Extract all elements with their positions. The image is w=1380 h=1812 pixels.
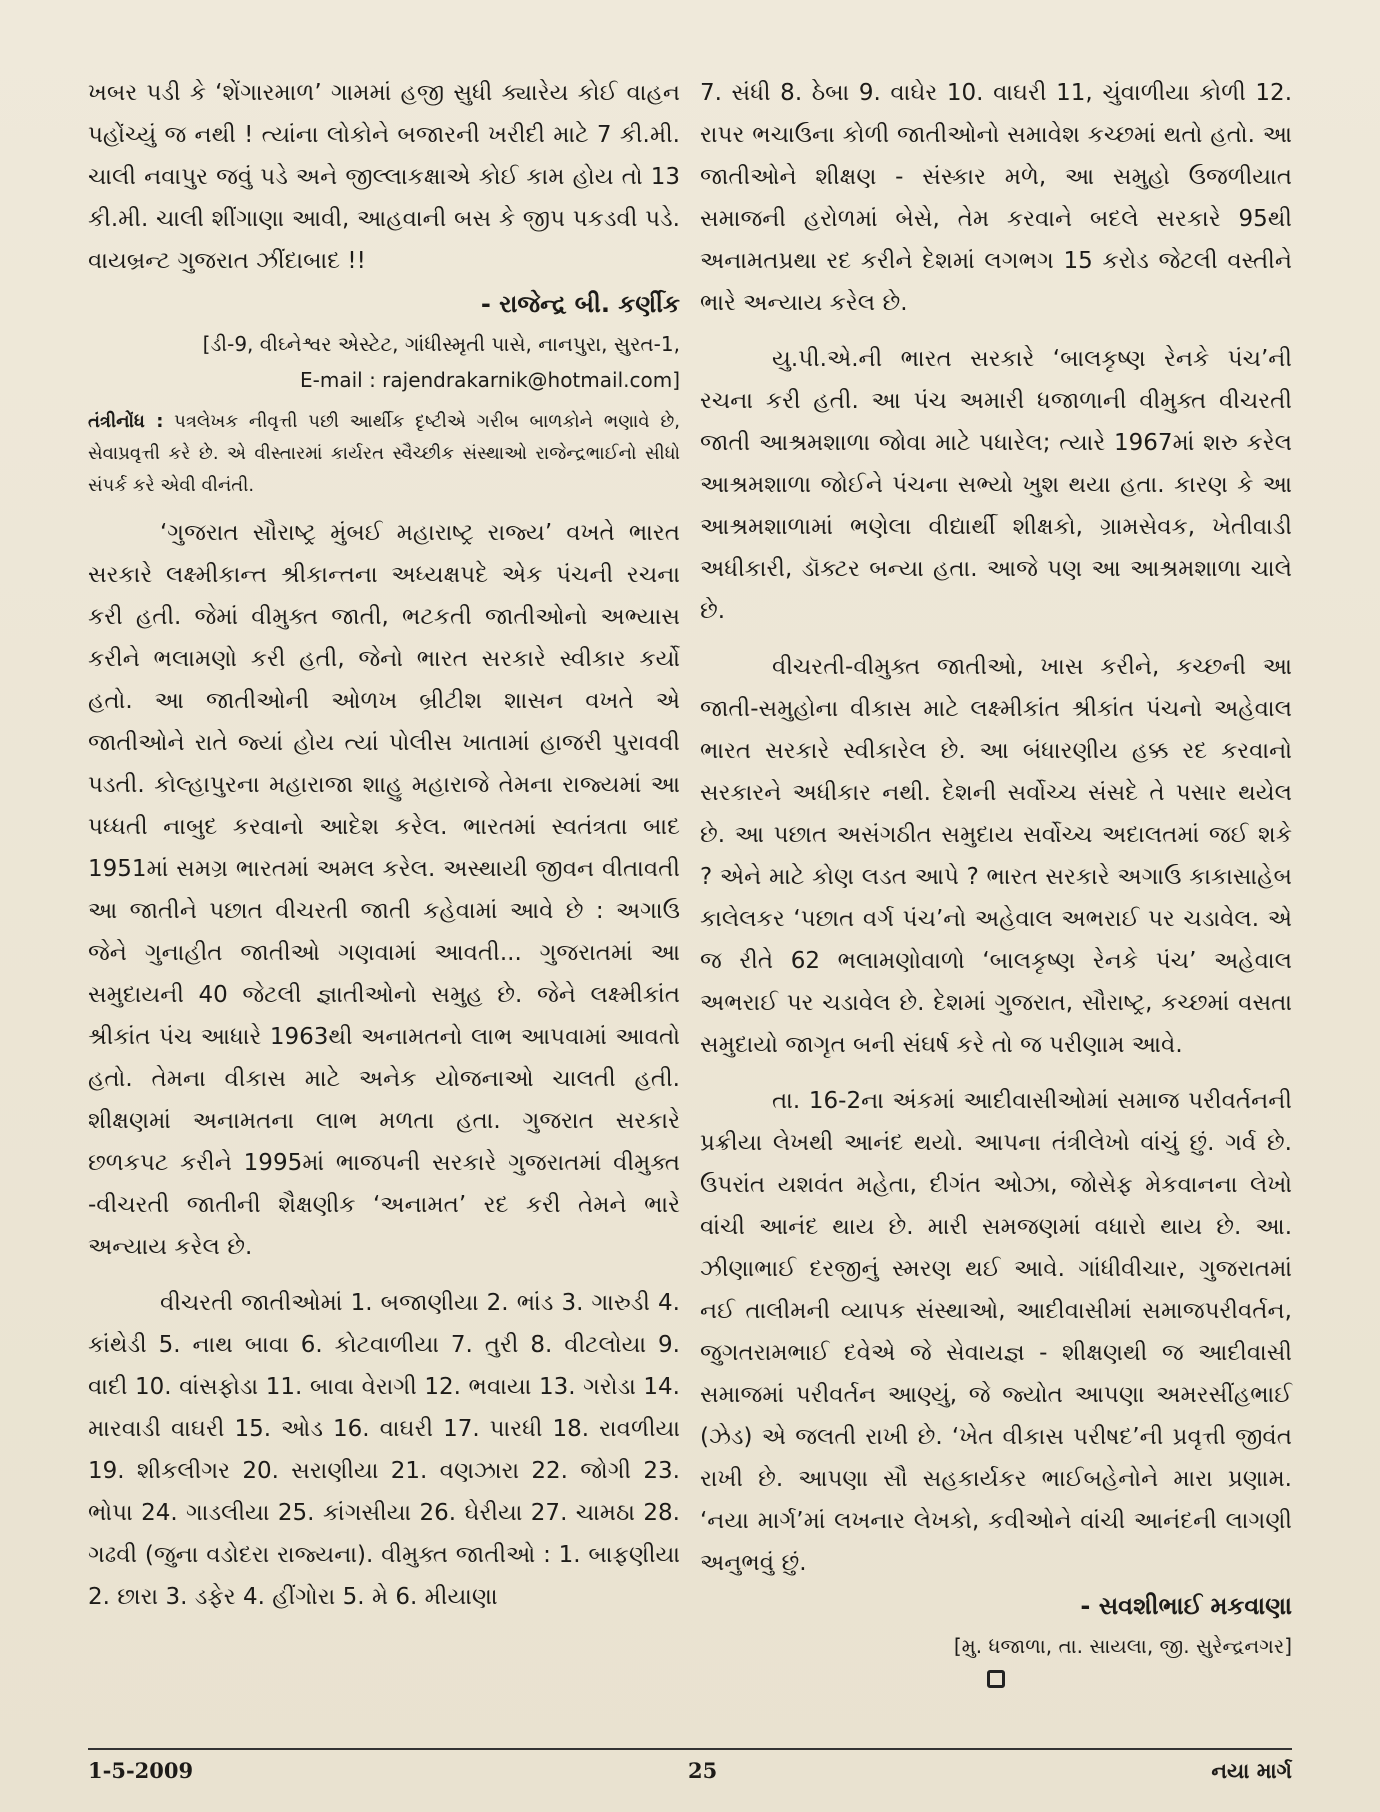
editor-note-text: પત્રલેખક નીવૃત્તી પછી આર્થીક દૃષ્ટીએ ગરીબ બાળકોને ભણાવે છે, સેવાપ્રવૃત્તી કરે છે. એ વીસ્તારમાં કાર્યરત સ્વૈચ્છીક સંસ્થાઓ રાજેન્દ્રભાઈનો સીધો સંપર્ક કરે એવી વીનંતી. [88, 411, 680, 496]
letter2-paragraph-2: વીચરતી જાતીઓમાં 1. બજાણીયા 2. ભાંડ 3. ગારુડી 4. કાંથેડી 5. નાથ બાવા 6. કોટવાળીયા 7. તુરી 8. વીટલોયા 9. વાદી 10. વાંસફોડા 11. બાવા વેરાગી 12. ભવાયા 13. ગરોડા 14. મારવાડી વાઘરી 15. ઓડ 16. વાઘરી 17. પારધી 18. રાવળીયા 19. શીકલીગર 20. સરાણીયા 21. વણઝારા 22. જોગી 23. ભોપા 24. ગાડલીયા 25. કાંગસીયા 26. ઘેરીયા 27. ચામઠા 28. ગઢવી (જુના વડોદરા રાજ્યના). વીમુક્ત જાતીઓ : 1. બાફણીયા 2. છારા 3. ડફેર 4. હીંગોરા 5. મે 6. મીયાણા [88, 1290, 680, 1610]
editor-note-label: તંત્રીનોંધ : [88, 411, 164, 432]
end-mark-icon [987, 1670, 1005, 1688]
letter2-paragraph-6: તા. 16-2ના અંકમાં આદીવાસીઓમાં સમાજ પરીવર્તનની પ્રક્રીયા લેખથી આનંદ થયો. આપના તંત્રીલેખો વાંચું છું. ગર્વ છે. ઉપરાંત યશવંત મહેતા, દીગંત ઓઝા, જોસેફ મેકવાનના લેખો વાંચી આનંદ થાય છે. મારી સમજણમાં વધારો થાય છે. આ. ઝીણાભાઈ દરજીનું સ્મરણ થઈ આવે. ગાંધીવીચાર, ગુજરાતમાં નઈ તાલીમની વ્યાપક સંસ્થાઓ, આદીવાસીમાં સમાજપરીવર્તન, જુગતરામભાઈ દવેએ જે સેવાયજ્ઞ - શીક્ષણથી જ આદીવાસી સમાજમાં પરીવર્તન આણ્યું, જે જ્યોત આપણા અમરસીંહભાઈ (ઝેડ) એ જલતી રાખી છે. ‘ખેત વીકાસ પરીષદ’ની પ્રવૃત્તી જીવંત રાખી છે. આપણા સૌ સહકાર્યકર ભાઈબહેનોને મારા પ્રણામ. ‘નયા માર્ગ’માં લખનાર લેખકો, કવીઓને વાંચી આનંદની લાગણી અનુભવું છું. [700, 1088, 1292, 1576]
right-column [700, 72, 1292, 1688]
letter2-signature: - સવશીભાઈ મકવાણા [1080, 1592, 1292, 1620]
magazine-name: નયા માર્ગ [1211, 1758, 1292, 1783]
letter2-address: [મુ. ધજાળા, તા. સાયલા, જી. સુરેન્દ્રનગર] [953, 1634, 1292, 1658]
letter1-signature: - રાજેન્દ્ર બી. કર્ણીક [480, 290, 680, 318]
letter1-closing-paragraph: ખબર પડી કે ‘શેંગારમાળ’ ગામમાં હજી સુધી ક્યારેય કોઈ વાહન પહોંચ્યું જ નથી ! ત્યાંના લોકોને બજારની ખરીદી માટે 7 કી.મી. ચાલી નવાપુર જવું પડે અને જીલ્લાકક્ષાએ કોઈ કામ હોય તો 13 કી.મી. ચાલી શીંગાણા આવી, આહવાની બસ કે જીપ પકડવી પડે. વાયબ્રન્ટ ગુજરાત ઝીંદાબાદ !! [88, 80, 680, 274]
page-footer [88, 1748, 1292, 1790]
letter2-paragraph-1: ‘ગુજરાત સૌરાષ્ટ્ર મુંબઈ મહારાષ્ટ્ર રાજ્ય’ વખતે ભારત સરકારે લક્ષ્મીકાન્ત શ્રીકાન્તના અધ્યક્ષપદે એક પંચની રચના કરી હતી. જેમાં વીમુક્ત જાતી, ભટકતી જાતીઓનો અભ્યાસ કરીને ભલામણો કરી હતી, જેનો ભારત સરકારે સ્વીકાર કર્યો હતો. આ જાતીઓની ઓળખ બ્રીટીશ શાસન વખતે એ જાતીઓને રાતે જ્યાં હોય ત્યાં પોલીસ ખાતામાં હાજરી પુરાવવી પડતી. કોલ્હાપુરના મહારાજા શાહુ મહારાજે તેમના રાજ્યમાં આ પધ્ધતી નાબુદ કરવાનો આદેશ કરેલ. ભારતમાં સ્વતંત્રતા બાદ 1951માં સમગ્ર ભારતમાં અમલ કરેલ. અસ્થાયી જીવન વીતાવતી આ જાતીને પછાત વીચરતી જાતી કહેવામાં આવે છે : અગાઉ જેને ગુનાહીત જાતીઓ ગણવામાં આવતી... ગુજરાતમાં આ સમુદાયની 40 જેટલી જ્ઞાતીઓનો સમુહ છે. જેને લક્ષ્મીકાંત શ્રીકાંત પંચ આધારે 1963થી અનામતનો લાભ આપવામાં આવતો હતો. તેમના વીકાસ માટે અનેક યોજનાઓ ચાલતી હતી. શીક્ષણમાં અનામતના લાભ મળતા હતા. ગુજરાત સરકારે છળકપટ કરીને 1995માં ભાજપની સરકારે ગુજરાતમાં વીમુક્ત -વીચરતી જાતીની શૈક્ષણીક ‘અનામત’ રદ કરી તેમને ભારે અન્યાય કરેલ છે. [88, 520, 680, 1260]
left-column [88, 72, 680, 1618]
letter2-paragraph-4: યુ.પી.એ.ની ભારત સરકારે ‘બાલકૃષ્ણ રેનકે પંચ’ની રચના કરી હતી. આ પંચ અમારી ધજાળાની વીમુક્ત વીચરતી જાતી આશ્રમશાળા જોવા માટે પધારેલ; ત્યારે 1967માં શરુ કરેલ આશ્રમશાળા જોઈને પંચના સભ્યો ખુશ થયા હતા. કારણ કે આ આશ્રમશાળામાં ભણેલા વીદ્યાર્થી શીક્ષકો, ગ્રામસેવક, ખેતીવાડી અધીકારી, ડૉક્ટર બન્યા હતા. આજે પણ આ આશ્રમશાળા ચાલે છે. [700, 346, 1292, 624]
issue-date: 1-5-2009 [88, 1758, 194, 1783]
letter1-address-line2: E-mail : rajendrakarnik@hotmail.com] [300, 368, 680, 392]
letter1-address-line1: [ડી-9, વીઘ્નેશ્વર એસ્ટેટ, ગાંધીસ્મૃતી પાસે, નાનપુરા, સુરત-1, [202, 332, 680, 356]
letter2-paragraph-5: વીચરતી-વીમુક્ત જાતીઓ, ખાસ કરીને, કચ્છની આ જાતી-સમુહોના વીકાસ માટે લક્ષ્મીકાંત શ્રીકાંત પંચનો અહેવાલ ભારત સરકારે સ્વીકારેલ છે. આ બંધારણીય હક્ક રદ કરવાનો સરકારને અધીકાર નથી. દેશની સર્વોચ્ચ સંસદે તે પસાર થયેલ છે. આ પછાત અસંગઠીત સમુદાય સર્વોચ્ચ અદાલતમાં જઈ શકે ? એને માટે કોણ લડત આપે ? ભારત સરકારે અગાઉ કાકાસાહેબ કાલેલકર ‘પછાત વર્ગ પંચ’નો અહેવાલ અભરાઈ પર ચડાવેલ. એ જ રીતે 62 ભલામણોવાળો ‘બાલકૃષ્ણ રેનકે પંચ’ અહેવાલ અભરાઈ પર ચડાવેલ છે. દેશમાં ગુજરાત, સૌરાષ્ટ્ર, કચ્છમાં વસતા સમુદાયો જાગૃત બની સંઘર્ષ કરે તો જ પરીણામ આવે. [700, 654, 1292, 1058]
page-number: 25 [688, 1758, 718, 1783]
letter2-paragraph-3: 7. સંધી 8. ઠેબા 9. વાઘેર 10. વાઘરી 11, ચુંવાળીયા કોળી 12. રાપર ભચાઉના કોળી જાતીઓનો સમાવેશ કચ્છમાં થતો હતો. આ જાતીઓને શીક્ષણ - સંસ્કાર મળે, આ સમુહો ઉજળીયાત સમાજની હરોળમાં બેસે, તેમ કરવાને બદલે સરકારે 95થી અનામતપ્રથા રદ કરીને દેશમાં લગભગ 15 કરોડ જેટલી વસ્તીને ભારે અન્યાય કરેલ છે. [700, 80, 1292, 316]
editor-note [88, 406, 680, 502]
